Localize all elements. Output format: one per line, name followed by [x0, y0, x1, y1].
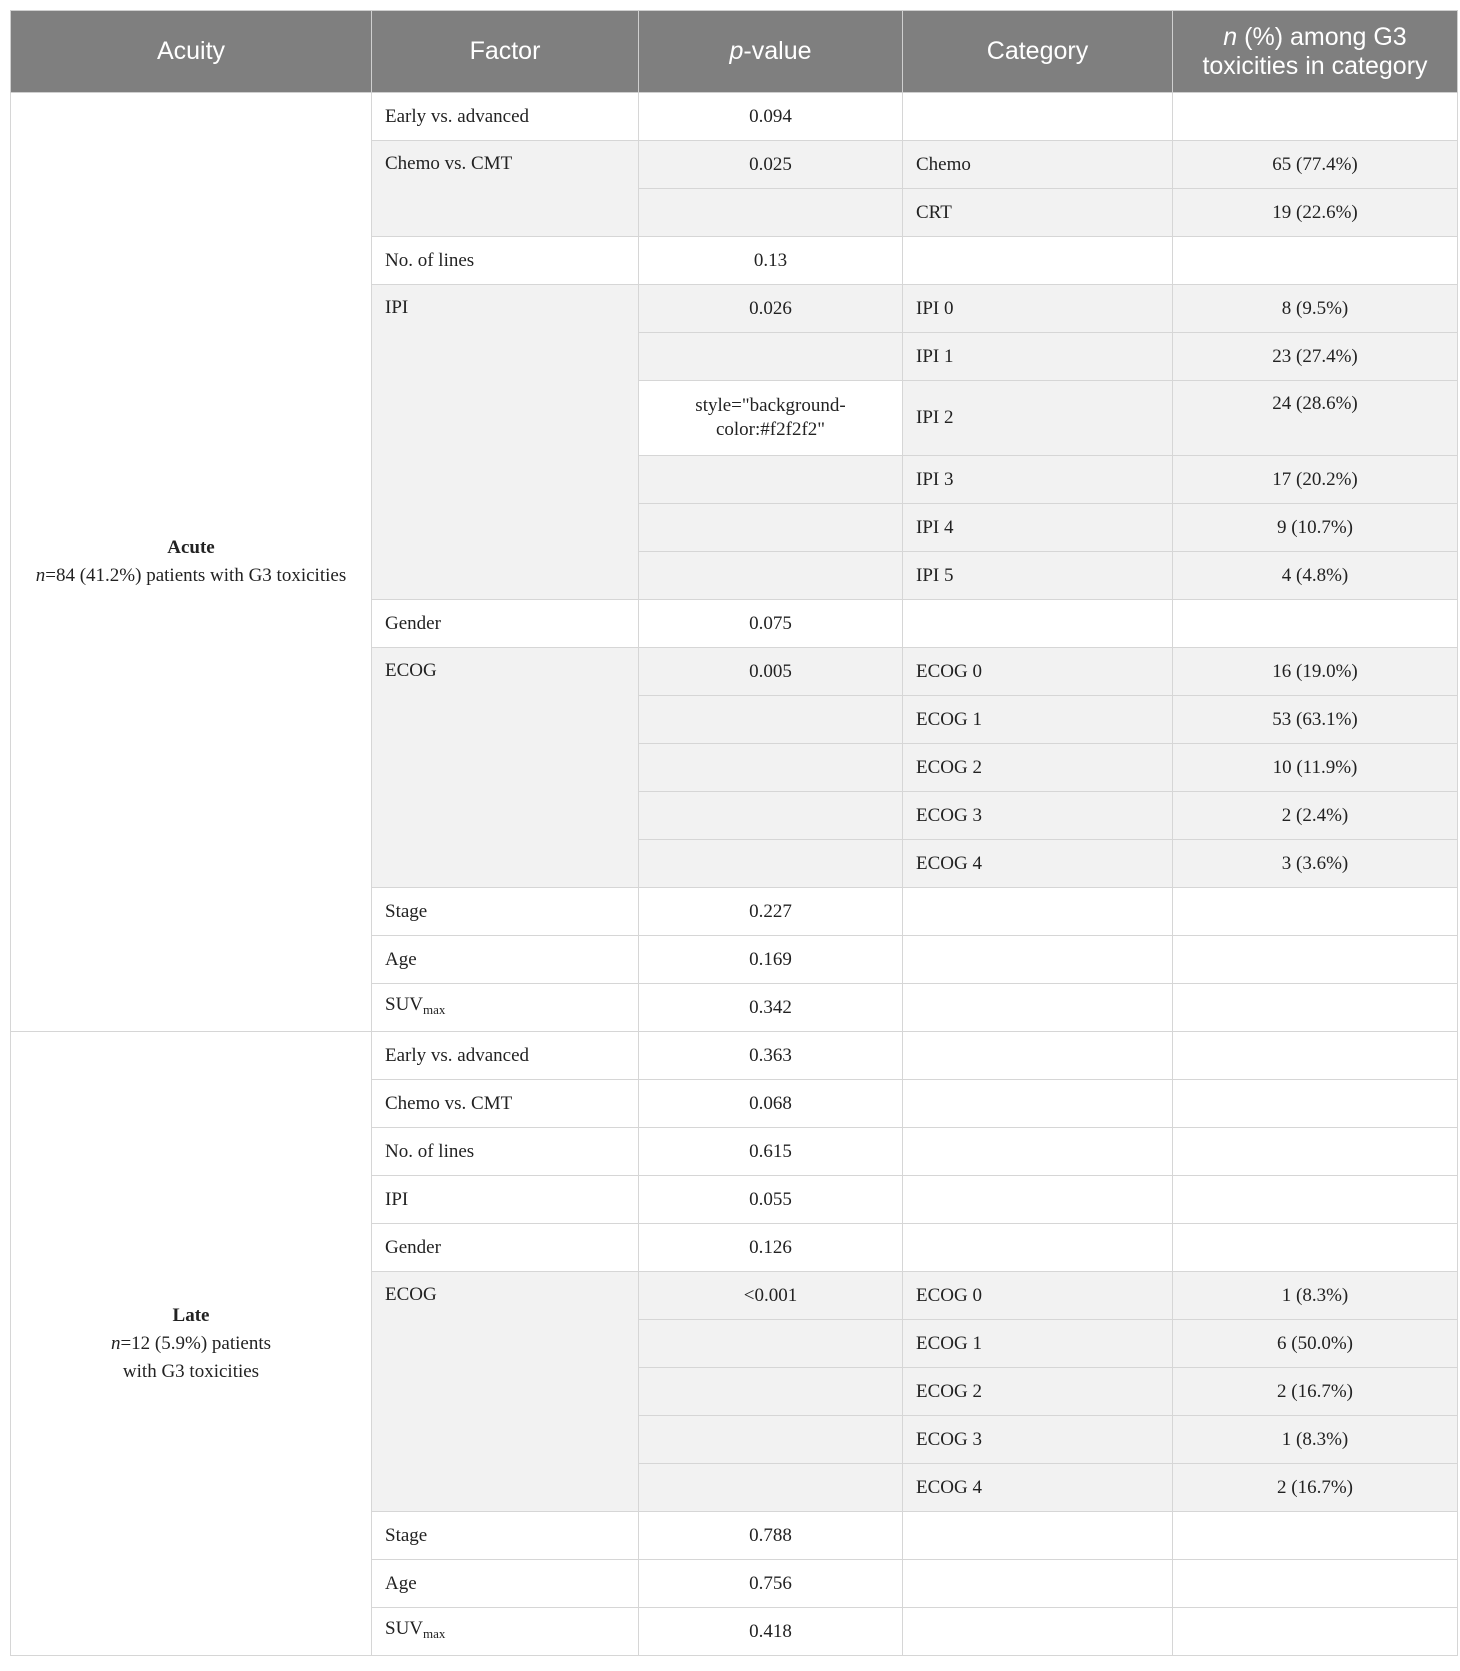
p-value-cell: 0.025: [639, 141, 903, 189]
n-percent-cell: 17 (20.2%): [1173, 456, 1458, 504]
p-value-cell: [639, 696, 903, 744]
header-n-percent: n (%) among G3 toxicities in category: [1173, 11, 1458, 93]
factor-cell: Chemo vs. CMT: [372, 141, 639, 237]
p-value-cell: 0.418: [639, 1608, 903, 1656]
factor-cell: Early vs. advanced: [372, 93, 639, 141]
n-percent-cell: [1173, 936, 1458, 984]
factor-cell: Gender: [372, 600, 639, 648]
category-cell: CRT: [903, 189, 1173, 237]
p-value-cell: 0.169: [639, 936, 903, 984]
n-percent-cell: [1173, 1080, 1458, 1128]
p-value-cell: 0.756: [639, 1560, 903, 1608]
category-cell: [903, 1608, 1173, 1656]
factor-cell: IPI: [372, 1176, 639, 1224]
category-cell: ECOG 4: [903, 1464, 1173, 1512]
category-cell: [903, 1512, 1173, 1560]
factor-cell: Chemo vs. CMT: [372, 1080, 639, 1128]
category-cell: IPI 3: [903, 456, 1173, 504]
n-percent-cell: 8 (9.5%): [1173, 285, 1458, 333]
n-percent-cell: [1173, 1176, 1458, 1224]
category-cell: [903, 93, 1173, 141]
p-value-cell: 0.615: [639, 1128, 903, 1176]
category-cell: [903, 1032, 1173, 1080]
p-value-cell: [639, 1464, 903, 1512]
category-cell: [903, 984, 1173, 1032]
factor-cell: Gender: [372, 1224, 639, 1272]
n-percent-cell: 2 (2.4%): [1173, 792, 1458, 840]
p-value-cell: 0.788: [639, 1512, 903, 1560]
category-cell: IPI 1: [903, 333, 1173, 381]
p-value-cell: 0.005: [639, 648, 903, 696]
acuity-label: Late: [172, 1304, 210, 1326]
header-acuity: Acuity: [11, 11, 372, 93]
category-cell: [903, 1176, 1173, 1224]
factor-cell: Stage: [372, 1512, 639, 1560]
p-value-cell: 0.075: [639, 600, 903, 648]
acuity-cell-late: Late n=12 (5.9%) patients with G3 toxicities: [11, 1032, 372, 1656]
n-percent-cell: [1173, 888, 1458, 936]
n-percent-cell: 4 (4.8%): [1173, 552, 1458, 600]
table-row: [11, 93, 1458, 141]
p-value-cell: [639, 792, 903, 840]
p-value-cell: [639, 189, 903, 237]
header-p-value: p-value: [639, 11, 903, 93]
factor-cell: $SUV_{max}$: [372, 984, 639, 1032]
category-cell: Chemo: [903, 141, 1173, 189]
acuity-cell-acute: Acute n=84 (41.2%) patients with G3 toxicities: [11, 93, 372, 1032]
n-percent-cell: 2 (16.7%): [1173, 1464, 1458, 1512]
header-factor: Factor: [372, 11, 639, 93]
n-percent-cell: 6 (50.0%): [1173, 1320, 1458, 1368]
p-value-cell: [639, 1368, 903, 1416]
n-percent-cell: 1 (8.3%): [1173, 1416, 1458, 1464]
n-percent-cell: [1173, 1512, 1458, 1560]
n-percent-cell: 9 (10.7%): [1173, 504, 1458, 552]
category-cell: ECOG 4: [903, 840, 1173, 888]
n-percent-cell: 53 (63.1%): [1173, 696, 1458, 744]
category-cell: ECOG 1: [903, 696, 1173, 744]
p-value-cell: [639, 1416, 903, 1464]
p-value-cell: 0.026: [639, 285, 903, 333]
p-value-cell: 0.126: [639, 1224, 903, 1272]
category-cell: [903, 1080, 1173, 1128]
acuity-description: =84 (41.2%) patients with G3 toxicities: [45, 565, 347, 586]
n-percent-cell: [1173, 1608, 1458, 1656]
category-cell: [903, 1224, 1173, 1272]
category-cell: ECOG 3: [903, 792, 1173, 840]
n-percent-cell: [1173, 1224, 1458, 1272]
n-percent-cell: [1173, 1032, 1458, 1080]
p-value-cell: [639, 333, 903, 381]
n-percent-cell: [1173, 984, 1458, 1032]
n-percent-cell: 24 (28.6%): [1173, 381, 1458, 456]
p-value-cell: 0.363: [639, 1032, 903, 1080]
factor-cell: Early vs. advanced: [372, 1032, 639, 1080]
n-percent-cell: 19 (22.6%): [1173, 189, 1458, 237]
factor-cell: Age: [372, 936, 639, 984]
category-cell: IPI 4: [903, 504, 1173, 552]
p-value-cell: <0.001: [639, 1272, 903, 1320]
acuity-description: =12 (5.9%) patients: [120, 1332, 272, 1354]
category-cell: IPI 5: [903, 552, 1173, 600]
category-cell: [903, 936, 1173, 984]
p-value-cell: 0.13: [639, 237, 903, 285]
category-cell: IPI 2: [903, 381, 1173, 456]
factor-cell: No. of lines: [372, 1128, 639, 1176]
p-value-cell: [639, 840, 903, 888]
toxicity-table: [10, 10, 1458, 1656]
p-value-cell: 0.055: [639, 1176, 903, 1224]
n-percent-cell: 65 (77.4%): [1173, 141, 1458, 189]
p-value-cell: [639, 744, 903, 792]
category-cell: ECOG 2: [903, 1368, 1173, 1416]
n-percent-cell: [1173, 600, 1458, 648]
p-value-cell: [639, 504, 903, 552]
category-cell: ECOG 3: [903, 1416, 1173, 1464]
factor-cell: ECOG: [372, 648, 639, 888]
n-percent-cell: [1173, 237, 1458, 285]
table-container: [10, 10, 1458, 1656]
category-cell: [903, 1128, 1173, 1176]
category-cell: [903, 600, 1173, 648]
acuity-label: Acute: [167, 537, 215, 558]
p-value-cell: 0.227: [639, 888, 903, 936]
n-percent-cell: 1 (8.3%): [1173, 1272, 1458, 1320]
factor-cell: No. of lines: [372, 237, 639, 285]
p-value-cell: style="background-color:#f2f2f2": [639, 381, 903, 456]
p-value-cell: 0.068: [639, 1080, 903, 1128]
category-cell: ECOG 0: [903, 648, 1173, 696]
n-percent-cell: 3 (3.6%): [1173, 840, 1458, 888]
factor-cell: Age: [372, 1560, 639, 1608]
header-category: Category: [903, 11, 1173, 93]
n-percent-cell: 23 (27.4%): [1173, 333, 1458, 381]
factor-cell: ECOG: [372, 1272, 639, 1512]
header-row: [11, 11, 1458, 93]
table-row: [11, 1032, 1458, 1080]
factor-cell: $SUV_{max}$: [372, 1608, 639, 1656]
category-cell: [903, 1560, 1173, 1608]
factor-cell: IPI: [372, 285, 639, 600]
factor-cell: Stage: [372, 888, 639, 936]
n-percent-cell: [1173, 93, 1458, 141]
p-value-cell: 0.094: [639, 93, 903, 141]
category-cell: ECOG 0: [903, 1272, 1173, 1320]
p-value-cell: [639, 1320, 903, 1368]
p-value-cell: [639, 552, 903, 600]
category-cell: [903, 888, 1173, 936]
n-percent-cell: 16 (19.0%): [1173, 648, 1458, 696]
p-value-cell: [639, 456, 903, 504]
p-value-cell: 0.342: [639, 984, 903, 1032]
n-percent-cell: 10 (11.9%): [1173, 744, 1458, 792]
category-cell: ECOG 2: [903, 744, 1173, 792]
category-cell: IPI 0: [903, 285, 1173, 333]
category-cell: ECOG 1: [903, 1320, 1173, 1368]
category-cell: [903, 237, 1173, 285]
n-percent-cell: 2 (16.7%): [1173, 1368, 1458, 1416]
n-percent-cell: [1173, 1128, 1458, 1176]
n-percent-cell: [1173, 1560, 1458, 1608]
